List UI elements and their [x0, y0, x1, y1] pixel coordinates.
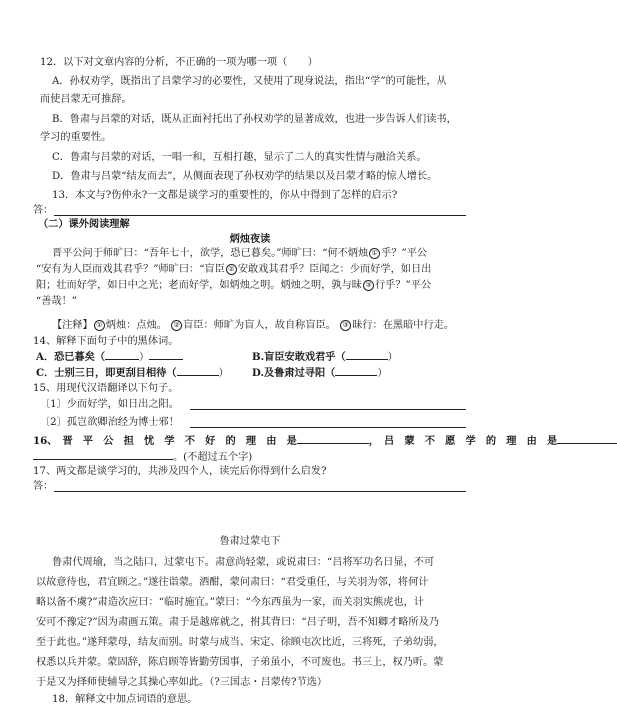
q14-item-d: D.及鲁肃过寻阳（ ） [252, 367, 388, 379]
q14-stem: 14、解释下面句子中的黑体词。 [33, 336, 179, 347]
q14-c-blank[interactable] [177, 366, 219, 376]
q16-blank1[interactable] [297, 434, 369, 444]
q14-item-a: A．恐已暮矣（ ） [36, 350, 183, 364]
section-heading: （二）课外阅读理解 [38, 218, 130, 230]
passage1-line1: 晋平公问于师旷曰：“吾年七十，欲学，恐已暮矣。”师旷曰：“何不炳烛 ① 乎？”平公 [52, 248, 428, 259]
q13-answer-label: 答： [33, 205, 54, 216]
q17-stem: 17、两文都是谈学习的，共涉及四个人，读完后你得到什么启发? [33, 466, 327, 477]
q14-item-b: B.盲臣安敢戏君乎（ ） [252, 351, 398, 363]
note-marker-2: ② [226, 264, 237, 275]
q12-stem: 12．以下对文章内容的分析，不正确的一项为哪一项（ ） [40, 57, 318, 68]
passage2-line3: 略以备不虞?”肃造次应曰：“临时施宜。”蒙曰：“今东西虽为一家，而关羽实熊虎也，计 [36, 597, 424, 608]
passage2-line5: 至于此也。”遂拜蒙母，结友而别。时蒙与成当、宋定、徐顾屯次比近，三将死，子弟幼弱， [36, 637, 444, 648]
passage2-line6: 权悉以兵并蒙。蒙固辞，陈启顾等皆勤劳国事，子弟虽小，不可废也。书三上，权乃听。蒙 [36, 657, 444, 668]
q14-item-c: C．士别三日，即更刮目相待（ ） [36, 367, 229, 379]
q12-option-d: D．鲁肃与吕蒙“结友而去”，从侧面表现了孙权劝学的结果以及吕蒙才略的惊人增长。 [52, 171, 438, 182]
q15-answer2-line[interactable] [190, 427, 466, 428]
q12-option-a-line1: A．孙权劝学，既指出了吕蒙学习的必要性，又使用了现身说法，指出“学”的可能性，从 [52, 76, 447, 87]
q14-b-blank[interactable] [346, 350, 388, 360]
q12-option-a-line2: 而使吕蒙无可推辞。 [40, 94, 132, 105]
passage1-line2: “安有为人臣而戏其君乎？”师旷曰：“盲臣 ② 安敢戏其君乎？臣闻之：少而好学，如日出 [36, 264, 432, 275]
passage2-line4: 安可不豫定?”因为肃画五策。肃于是越席就之，拊其背曰：“吕子明，吾不知卿才略所及乃 [36, 617, 439, 628]
q16-line: 16、 晋 平 公 担 忧 学 不 好 的 理 由 是 ， 吕 蒙 不 愿 学 的 理 由 是 [33, 434, 617, 448]
q16-blank3[interactable] [33, 450, 173, 460]
q12-option-c: C．鲁肃与吕蒙的对话，一唱一和，互相打趣，显示了二人的真实性情与融洽关系。 [52, 152, 427, 163]
q12-option-b-line2: 学习的重要性。 [40, 132, 112, 143]
passage1-title: 炳烛夜读 [229, 233, 271, 245]
q14-a-blank[interactable] [105, 350, 139, 360]
passage2-line7: 于是又为择师使辅导之其操心率如此。（?三国志・吕蒙传?节选） [36, 677, 328, 688]
q15-answer1-line[interactable] [190, 409, 466, 410]
passage1-notes: 【注释】 ① 炳烛：点烛。 ② 盲臣：师旷为盲人，故自称盲臣。 ③ 昧行：在黑暗中行走。 [52, 320, 455, 331]
q14-d-blank[interactable] [335, 366, 377, 376]
passage1-line3: 阳；壮而好学，如日中之光；老而好学，如炳烛之明。炳烛之明，孰与昧 ③ 行乎？”平公 [36, 280, 432, 291]
q15-sentence2: 〔2〕孤岂欲卿治经为博士邪！ [40, 417, 179, 428]
q15-stem: 15、用现代汉语翻译以下句子。 [33, 383, 179, 394]
q16-blank2[interactable] [557, 434, 617, 444]
passage2-title: 鲁肃过蒙屯下 [219, 536, 281, 547]
q17-answer-label: 答： [33, 481, 54, 492]
note-marker-3: ③ [363, 280, 374, 291]
passage1-line4: “善哉！” [36, 296, 77, 307]
q12-option-b-line1: B．鲁肃与吕蒙的对话，既从正面衬托出了孙权劝学的显著成效，也进一步告诉人们读书， [52, 114, 457, 125]
q15-sentence1: 〔1〕少而好学，如日出之阳。 [40, 399, 179, 410]
q16-line2: 。(不超过五个字) [33, 450, 252, 464]
q13-answer-line[interactable] [54, 215, 466, 216]
q13-stem: 13．本文与?伤仲永?一文都是谈学习的重要性的，你从中得到了怎样的启示? [52, 190, 398, 201]
q18-stem: 18．解释文中加点词语的意思。 [52, 694, 198, 705]
passage2-line2: 以故意待也，君宜顾之。”遂往诣蒙。酒酣，蒙问肃曰：“君受重任，与关羽为邻，将何计 [36, 577, 429, 588]
q17-answer-line[interactable] [54, 491, 466, 492]
passage2-line1: 鲁肃代周瑜，当之陆口，过蒙屯下。肃意尚轻蒙，或说肃曰：“吕将军功名日显，不可 [52, 557, 435, 568]
note-marker-1: ① [369, 248, 380, 259]
